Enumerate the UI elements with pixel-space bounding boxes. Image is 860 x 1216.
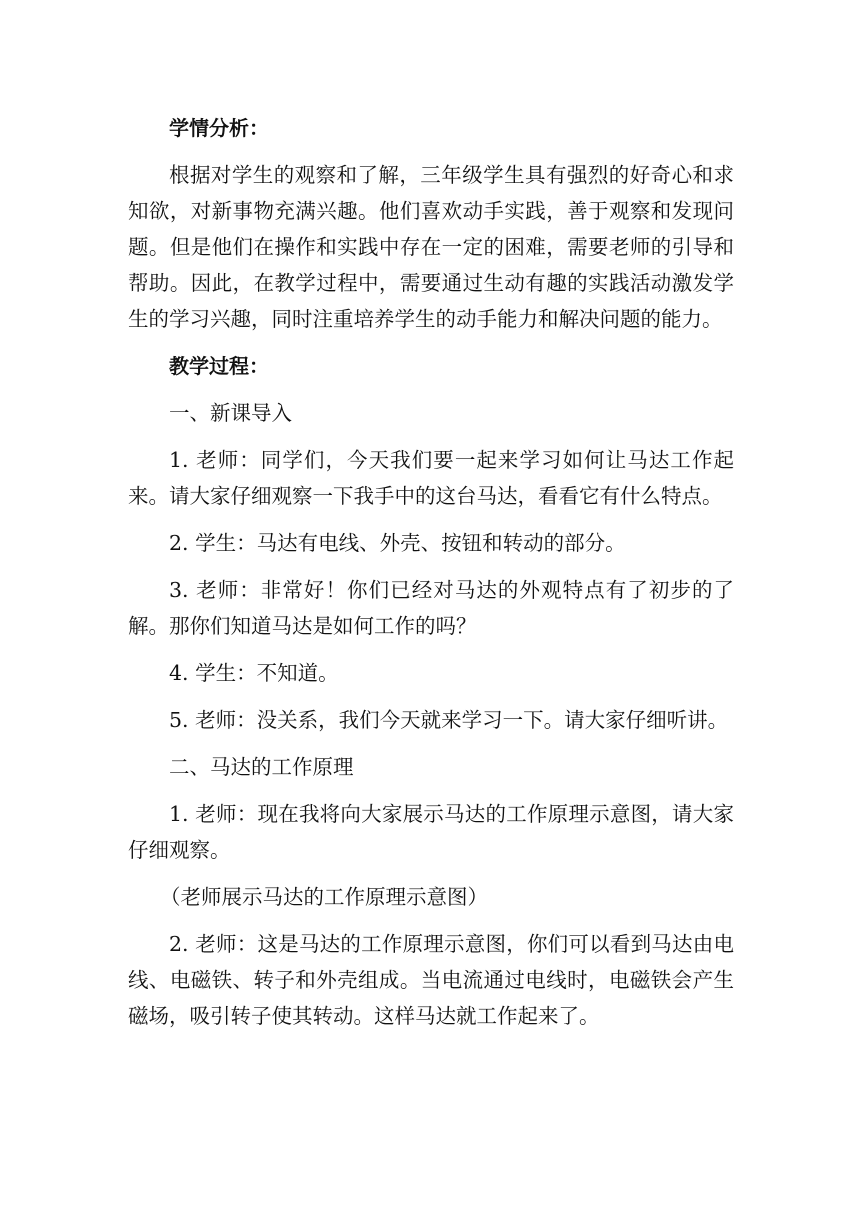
dialogue-item: 1. 老师：现在我将向大家展示马达的工作原理示意图，请大家仔细观察。: [128, 802, 734, 862]
dialogue-item: 4. 学生：不知道。: [169, 661, 339, 685]
learning-analysis-paragraph: 根据对学生的观察和了解，三年级学生具有强烈的好奇心和求知欲，对新事物充满兴趣。他们喜欢动手实践，善于观察和发现问题。但是他们在操作和实践中存在一定的困难，需要老师的引导和帮助。因此，在教学过程中，需要通过生动有趣的实践活动激发学生的学习兴趣，同时注重培养学生的动手能力和解决问题的能力。: [128, 163, 734, 331]
part-title-introduction: 一、新课导入: [169, 401, 292, 425]
dialogue-item: 1. 老师：同学们，今天我们要一起来学习如何让马达工作起来。请大家仔细观察一下我手中的这台马达，看看它有什么特点。: [128, 448, 734, 508]
dialogue-item: 3. 老师：非常好！你们已经对马达的外观特点有了初步的了解。那你们知道马达是如何工作的吗？: [128, 578, 734, 638]
part-title-working-principle: 二、马达的工作原理: [169, 755, 354, 779]
section-heading-teaching-process: 教学过程：: [169, 354, 269, 378]
section-heading-learning-analysis: 学情分析：: [169, 116, 269, 140]
stage-note: （老师展示马达的工作原理示意图）: [160, 885, 488, 909]
dialogue-item: 2. 老师：这是马达的工作原理示意图，你们可以看到马达由电线、电磁铁、转子和外壳组成。当电流通过电线时，电磁铁会产生磁场，吸引转子使其转动。这样马达就工作起来了。: [128, 932, 734, 1028]
dialogue-item: 2. 学生：马达有电线、外壳、按钮和转动的部分。: [169, 531, 626, 555]
document-body: [128, 110, 734, 1045]
dialogue-item: 5. 老师：没关系，我们今天就来学习一下。请大家仔细听讲。: [169, 708, 729, 732]
